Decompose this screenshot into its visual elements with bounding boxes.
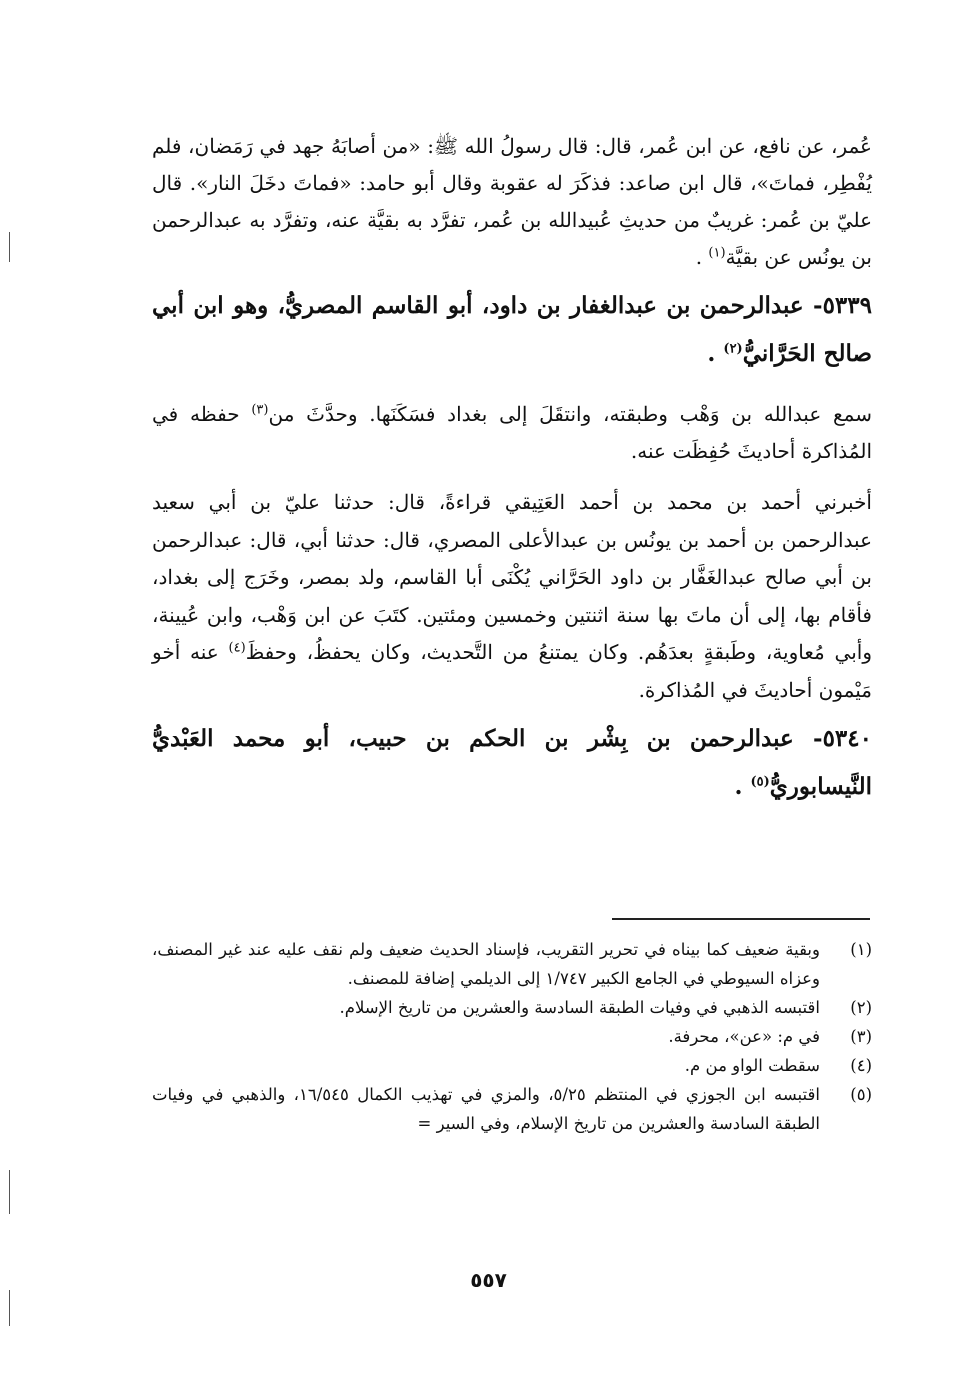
- footnote-text: في م: «عن»، محرفة.: [668, 1027, 820, 1046]
- footnote-4: [152, 1051, 872, 1080]
- footnote-text: اقتبسه ابن الجوزي في المنتظم ٥/٢٥، والمزي في تهذيب الكمال ١٦/٥٤٥، والذهبي في وفيات الطبقة السادسة والعشرين من تاريخ الإسلام، وفي السير =: [152, 1085, 820, 1133]
- footnote-ref: (٣): [251, 402, 269, 418]
- footnote-text: وبقية ضعيف كما بيناه في تحرير التقريب، فإسناد الحديث ضعيف ولم نقف عليه عند غير المصنف، وعزاه السيوطي في الجامع الكبير ١/٧٤٧ إلى الديلمي إضافة للمصنف.: [152, 940, 820, 988]
- paragraph-continuation: عنه أخو مَيْمون أحاديثَ في المُذاكرة.: [152, 640, 872, 702]
- footnote-number: (١): [850, 940, 872, 959]
- scan-margin-mark: [9, 232, 10, 262]
- footnote-text: اقتبسه الذهبي في وفيات الطبقة السادسة والعشرين من تاريخ الإسلام.: [339, 998, 820, 1017]
- footnote-3: [152, 1022, 872, 1051]
- footnote-text: سقطت الواو من م.: [684, 1056, 820, 1075]
- paragraph-continuation: حفظه في المُذاكرة أحاديثَ حُفِظَت عنه.: [152, 402, 872, 463]
- entry-end: .: [707, 340, 724, 367]
- entry-heading-5340: [152, 715, 872, 811]
- paragraph-hadith: [152, 128, 872, 276]
- paragraph-text: سمع عبدالله بن وَهْب وطبقته، وانتقَلَ إلى بغداد فسَكَنَها. وحدَّثَ من: [268, 402, 872, 426]
- entry-title: ٥٣٣٩- عبدالرحمن بن عبدالغفار بن داود، أبو القاسم المصريُّ، وهو ابن أبي صالح الحَرَّانيُّ: [152, 292, 872, 367]
- entry-heading-5339: [152, 282, 872, 378]
- footnote-separator: [612, 918, 870, 920]
- footnote-ref: (٤): [228, 640, 246, 656]
- footnote-1: [152, 935, 872, 993]
- paragraph-text: عُمر، عن نافع، عن ابن عُمر، قال: قال رسولُ الله ﷺ: «من أصابَهُ جهد في رَمَضان، فلم يُفْطِر، فماتَ»، قال ابن صاعد: فذكَرَ له عقوبة وقال أبو حامد: «فماتَ دخَلَ النار». قال عليّ بن عُمر: غريبٌ من حديثِ عُبيدالله بن عُمر، تفرَّد به بقيَّة عنه، وتفرَّد به عبدالرحمن بن يونُس عن بقيَّة: [152, 134, 872, 269]
- footnote-ref: (٢): [723, 341, 743, 357]
- main-text: [152, 128, 872, 811]
- footnote-5: [152, 1080, 872, 1138]
- entry-title: ٥٣٤٠- عبدالرحمن بن بِشْر بن الحكم بن حبيب، أبو محمد العَبْديُّ النَّيسابوريُّ: [152, 725, 872, 800]
- scan-margin-mark: [9, 1290, 10, 1326]
- scan-margin-mark: [9, 1170, 10, 1214]
- footnote-ref: (١): [708, 245, 726, 261]
- paragraph-biography: [152, 396, 872, 470]
- footnote-number: (٣): [850, 1027, 872, 1046]
- paragraph-text: أخبرني أحمد بن محمد بن أحمد العَتِيقي قراءةً، قال: حدثنا عليّ بن أبي سعيد عبدالرحمن بن أحمد بن يونُس بن عبدالأعلى المصري، قال: حدثنا أبي، قال: عبدالرحمن بن أبي صالح عبدالغَفَّار بن داود الحَرَّاني يُكْنَى أبا القاسم، ولد بمصر، وخَرَج إلى بغداد، فأقام بها، إلى أن ماتَ بها سنة اثنتين وخمسين ومئتين. كتَبَ عن ابن وَهْب، وابن عُيينة، وأبي مُعاوية، وطَبقةٍ بعدَهُم. وكان يمتنعُ من التَّحديث، وكان يحفظُ، وحفظَ: [152, 490, 872, 664]
- footnotes: [152, 935, 872, 1138]
- paragraph-end: .: [695, 245, 709, 269]
- footnote-2: [152, 993, 872, 1022]
- paragraph-isnad: [152, 484, 872, 709]
- footnote-number: (٤): [850, 1056, 872, 1075]
- footnote-number: (٥): [850, 1085, 872, 1104]
- footnote-ref: (٥): [750, 774, 770, 790]
- page-number: ٥٥٧: [470, 1268, 507, 1292]
- entry-end: .: [734, 773, 751, 800]
- footnote-number: (٢): [850, 998, 872, 1017]
